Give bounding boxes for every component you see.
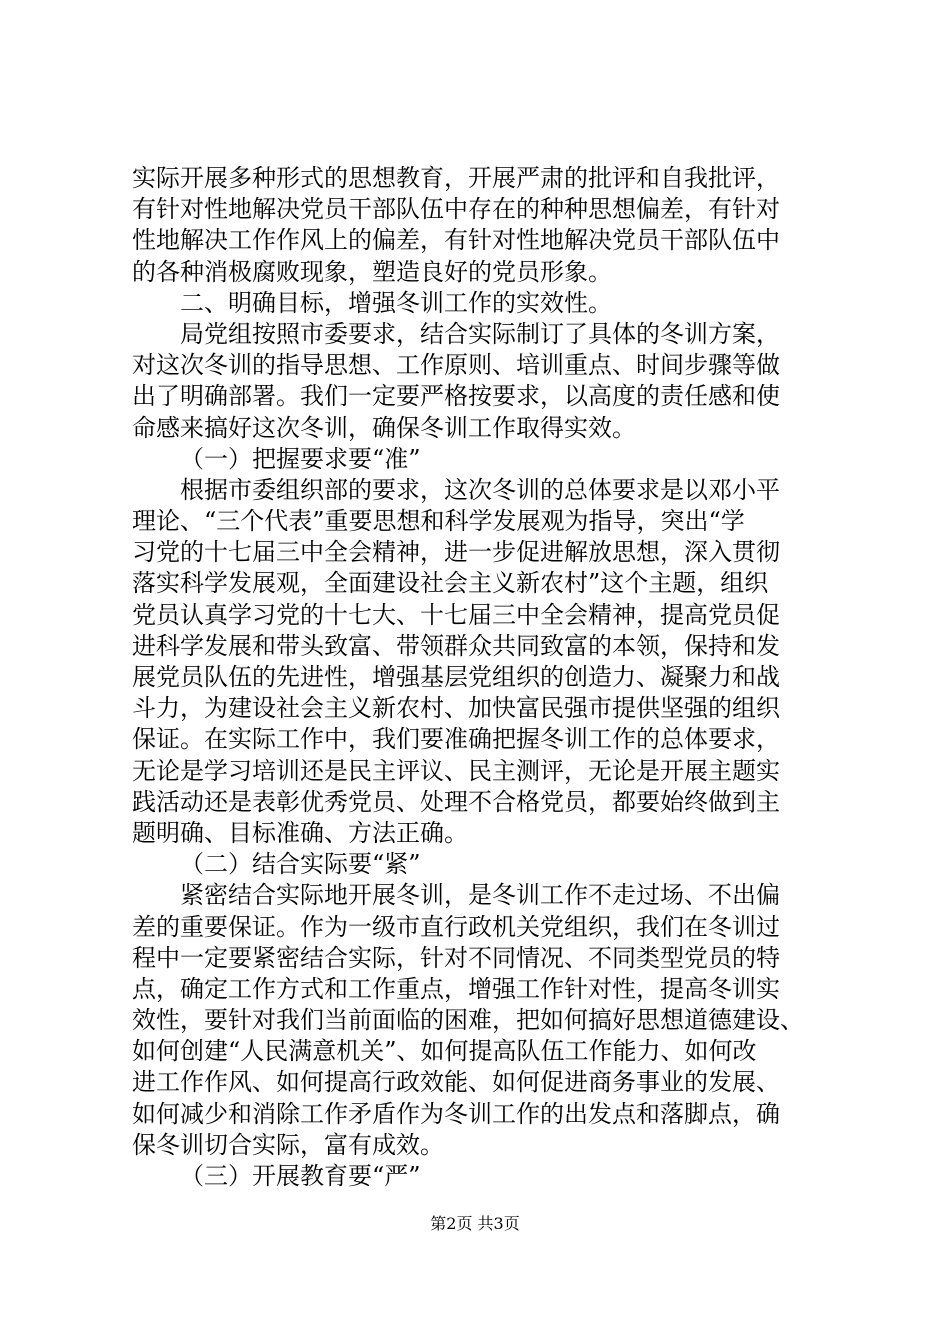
text-line: 有针对性地解决党员干部队伍中存在的种种思想偏差，有针对 <box>132 195 780 224</box>
paragraph-start-line: （三）开展教育要“严” <box>180 1162 421 1190</box>
text-line: 性地解决工作作风上的偏差，有针对性地解决党员干部队伍中 <box>132 226 780 255</box>
page-number-footer: 第2页 共3页 <box>430 1214 520 1233</box>
text-line: 点，确定工作方式和工作重点，增强工作针对性，提高冬训实 <box>132 974 780 1003</box>
text-line: 展党员队伍的先进性，增强基层党组织的创造力、凝聚力和战 <box>132 663 780 691</box>
text-line: 题明确、目标准确、方法正确。 <box>132 818 468 847</box>
paragraph-start-line: 根据市委组织部的要求，这次冬训的总体要求是以邓小平 <box>180 475 780 504</box>
text-line: 如何创建“人民满意机关”、如何提高队伍工作能力、如何改 <box>132 1037 757 1066</box>
paragraph-start-line: （一）把握要求要“准” <box>180 444 421 473</box>
text-line: 党员认真学习党的十七大、十七届三中全会精神，提高党员促 <box>132 600 780 629</box>
text-line: 效性，要针对我们当前面临的困难，把如何搞好思想道德建设、 <box>132 1006 804 1035</box>
text-line: 进工作作风、如何提高行政效能、如何促进商务事业的发展、 <box>132 1068 780 1097</box>
paragraph-start-line: 紧密结合实际地开展冬训，是冬训工作不走过场、不出偏 <box>180 881 780 910</box>
text-line: 出了明确部署。我们一定要严格按要求，以高度的责任感和使 <box>132 382 780 411</box>
text-line: 对这次冬训的指导思想、工作原则、培训重点、时间步骤等做 <box>132 351 780 380</box>
text-line: 如何减少和消除工作矛盾作为冬训工作的出发点和落脚点，确 <box>132 1099 780 1128</box>
text-line: 践活动还是表彰优秀党员、处理不合格党员，都要始终做到主 <box>132 787 780 816</box>
text-line: 落实科学发展观，全面建设社会主义新农村”这个主题，组织 <box>132 569 769 598</box>
text-line: 程中一定要紧密结合实际，针对不同情况、不同类型党员的特 <box>132 943 780 972</box>
text-line: 理论、“三个代表”重要思想和科学发展观为指导，突出“学 <box>132 507 745 536</box>
text-line: 进科学发展和带头致富、带领群众共同致富的本领，保持和发 <box>132 631 780 660</box>
text-line: 命感来搞好这次冬训，确保冬训工作取得实效。 <box>132 413 636 442</box>
text-line: 习党的十七届三中全会精神，进一步促进解放思想，深入贯彻 <box>132 538 780 567</box>
text-line: 无论是学习培训还是民主评议、民主测评，无论是开展主题实 <box>132 756 780 785</box>
text-line: 实际开展多种形式的思想教育，开展严肃的批评和自我批评， <box>132 164 780 192</box>
document-body <box>132 163 822 1192</box>
paragraph-start-line: 局党组按照市委要求，结合实际制订了具体的冬训方案， <box>180 319 780 348</box>
paragraph-start-line: （二）结合实际要“紧” <box>180 850 421 879</box>
text-line: 的各种消极腐败现象，塑造良好的党员形象。 <box>132 257 612 286</box>
text-line: 差的重要保证。作为一级市直行政机关党组织，我们在冬训过 <box>132 912 780 941</box>
text-line: 斗力，为建设社会主义新农村、加快富民强市提供坚强的组织 <box>132 694 780 723</box>
text-line: 保证。在实际工作中，我们要准确把握冬训工作的总体要求， <box>132 725 780 754</box>
paragraph-start-line: 二、明确目标，增强冬训工作的实效性。 <box>180 288 612 317</box>
text-line: 保冬训切合实际，富有成效。 <box>132 1130 444 1159</box>
